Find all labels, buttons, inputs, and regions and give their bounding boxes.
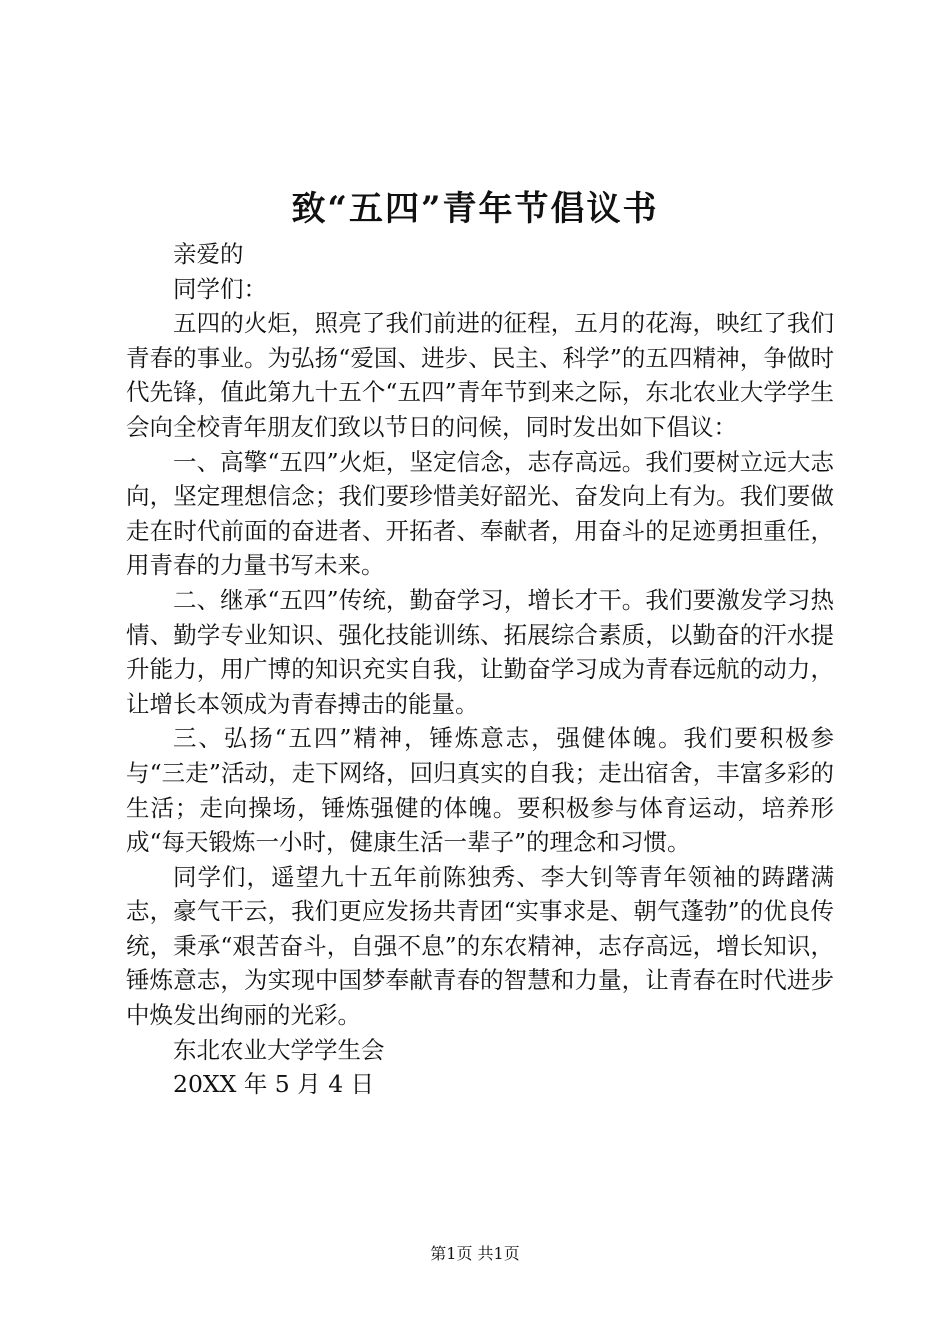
document-body [126, 237, 834, 1102]
paragraph-intro: 五四的火炬，照亮了我们前进的征程，五月的花海，映红了我们青春的事业。为弘扬“爱国、进步、民主、科学”的五四精神，争做时代先锋，值此第九十五个“五四”青年节到来之际，东北农业大学学生会向全校青年朋友们致以节日的问候，同时发出如下倡议： [126, 309, 834, 441]
signature: 东北农业大学学生会 [173, 1035, 385, 1064]
paragraph-proposal-2: 二、继承“五四”传统，勤奋学习，增长才干。我们要激发学习热情、勤学专业知识、强化技能训练、拓展综合素质，以勤奋的汗水提升能力，用广博的知识充实自我，让勤奋学习成为青春远航的动力，让增长本领成为青春搏击的能量。 [126, 585, 834, 718]
date: 20XX 年 5 月 4 日 [173, 1070, 375, 1099]
salutation-line-1: 亲爱的 [173, 240, 244, 268]
paragraph-closing: 同学们，遥望九十五年前陈独秀、李大钊等青年领袖的踌躇满志，豪气干云，我们更应发扬共青团“实事求是、朝气蓬勃”的优良传统，秉承“艰苦奋斗，自强不息”的东农精神，志存高远，增长知识，锤炼意志，为实现中国梦奉献青春的智慧和力量，让青春在时代进步中焕发出绚丽的光彩。 [126, 862, 834, 1030]
page-footer: 第1页 共1页 [430, 1244, 520, 1263]
paragraph-proposal-1: 一、高擎“五四”火炬，坚定信念，志存高远。我们要树立远大志向，坚定理想信念；我们要珍惜美好韶光、奋发向上有为。我们要做走在时代前面的奋进者、开拓者、奉献者，用奋斗的足迹勇担重任，用青春的力量书写未来。 [126, 447, 834, 580]
document-title: 致“五四”青年节倡议书 [291, 189, 659, 229]
paragraph-proposal-3: 三、弘扬“五四”精神，锤炼意志，强健体魄。我们要积极参与“三走”活动，走下网络，回归真实的自我；走出宿舍，丰富多彩的生活；走向操场，锤炼强健的体魄。要积极参与体育运动，培养形成“每天锻炼一小时，健康生活一辈子”的理念和习惯。 [126, 724, 834, 857]
salutation-line-2: 同学们： [173, 274, 267, 303]
